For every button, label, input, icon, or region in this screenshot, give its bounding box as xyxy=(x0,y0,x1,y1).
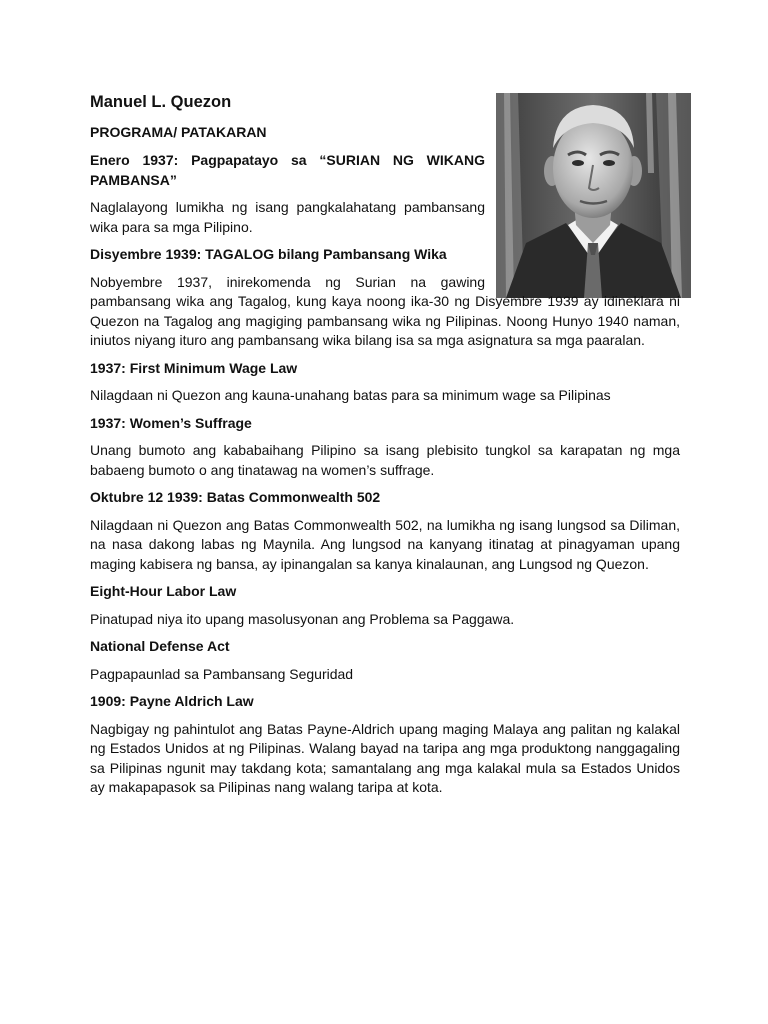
section-body: Pinatupad niya ito upang masolusyonan ang Problema sa Paggawa. xyxy=(90,610,515,627)
section-body: Nagbigay ng pahintulot ang Batas Payne-Aldrich upang maging Malaya ang palitan ng kalakal ng Estados Unidos at ng Pilipinas. Walang bayad na taripa ang mga produktong nanggagaling sa Pilipinas ngunit may takdang kota; samantalang ang mga kalakal mula sa Estados Unidos ay makapapasok sa Pilipinas nang walang taripa at kota. xyxy=(90,720,680,795)
section-body: Unang bumoto ang kababaihang Pilipino sa isang plebisito tungkol sa karapatan ng mga babaeng bumoto o ang tinatawag na women’s suffrage. xyxy=(90,442,680,478)
section-heading: 1937: Women’s Suffrage xyxy=(90,414,252,431)
document-body xyxy=(90,90,680,806)
section-heading: National Defense Act xyxy=(90,638,230,654)
section-body-intro: Nobyembre 1937, inirekomenda ng Surian na gawing xyxy=(90,273,485,290)
section-heading: Disyembre 1939: TAGALOG bilang Pambansang Wika xyxy=(90,246,447,262)
section-body: Naglalayong lumikha ng isang pangkalahatang pambansang wika para sa mga Pilipino. xyxy=(90,199,485,235)
section-heading: 1909: Payne Aldrich Law xyxy=(90,693,254,709)
section-heading: Oktubre 12 1939: Batas Commonwealth 502 xyxy=(90,489,381,505)
section-body: pambansang wika ang Tagalog, kung kaya noong ika-30 ng Disyembre 1939 ay idineklara ni Quezon na Tagalog ang magiging pambansang wika ng Pilipinas. Noong Hunyo 1940 naman, iniutos niyang ituro ang pambansang wika bilang isa sa mga asignatura sa mga paaralan. xyxy=(90,293,680,348)
section-body: Nilagdaan ni Quezon ang Batas Commonwealth 502, na lumikha ng isang lungsod sa Diliman, na nasa dakong labas ng Maynila. Ang lungsod na kanyang itinatag at pinagyaman upang maging kabisera ng bansa, ay ipinangalan sa kanya kinalaunan, ang Lungsod ng Quezon. xyxy=(90,516,680,572)
section-body: Pagpapaunlad sa Pambansang Seguridad xyxy=(90,665,354,682)
section-heading: 1937: First Minimum Wage Law xyxy=(90,359,298,376)
section-heading: Enero 1937: Pagpapatayo sa “SURIAN NG WIKANG PAMBANSA” xyxy=(90,152,485,188)
section-body: Nilagdaan ni Quezon ang kauna-unahang batas para sa minimum wage sa Pilipinas xyxy=(90,387,611,403)
section-heading: Eight-Hour Labor Law xyxy=(90,583,237,599)
page-title: Manuel L. Quezon xyxy=(90,93,232,111)
section-subtitle: PROGRAMA/ PATAKARAN xyxy=(90,124,267,140)
